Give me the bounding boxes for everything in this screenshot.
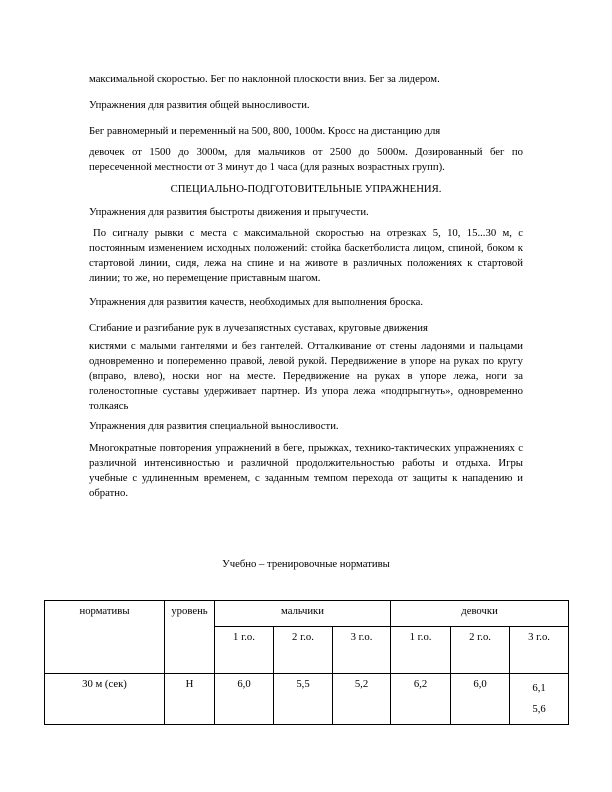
paragraph-repetitions: Многократные повторения упражнений в беге, прыжках, технико-тактических упражнениях с различной интенсивностью и различной продолжительностью работы и отдыха. Игры учебные с удлиненным временем, с заданным темпом перехода от защиты к нападению и обратно. [89,442,523,499]
paragraph-sprint-drills: По сигналу рывки с места с максимальной скоростью на отрезках 5, 10, 15...30 м, с постоянным изменением исходных положений: стойка баскетболиста лицом, спиной, боком к стартовой линии, сидя, лежа на спине и на животе в различных положениях к стартовой линии; то же, но перемещение приставным шагом. [89,227,523,284]
paragraph-cross-country: девочек от 1500 до 3000м, для мальчиков от 2500 до 5000м. Дозированный бег по пересеченной местности от 3 минут до 1 часа (для разных возрастных групп). [89,146,523,173]
paragraph-sprint-end: максимальной скоростью. Бег по наклонной плоскости вниз. Бег за лидером. [89,73,440,85]
section-heading: СПЕЦИАЛЬНО-ПОДГОТОВИТЕЛЬНЫЕ УПРАЖНЕНИЯ. [170,183,442,195]
cell-standard-name: 30 м (сек) [45,674,165,725]
header-boys-g3: 3 г.о. [333,627,391,674]
subheading-speed-jumping: Упражнения для развития быстроты движения и прыгучести. [89,206,369,218]
cell-boys-g1: 6,0 [215,674,274,725]
header-boys-g1: 1 г.о. [215,627,274,674]
header-girls-g3: 3 г.о. [510,627,569,674]
subheading-general-endurance: Упражнения для развития общей выносливости. [89,99,310,111]
cell-girls-g3-extra: 5,6 [532,703,546,715]
paragraph-run-distances: Бег равномерный и переменный на 500, 800, 1000м. Кросс на дистанцию для [89,125,441,137]
subheading-throw-qualities: Упражнения для развития качеств, необходимых для выполнения броска. [89,296,424,308]
cell-girls-g3 [510,674,569,725]
cell-girls-g1: 6,2 [391,674,451,725]
cell-boys-g2: 5,5 [274,674,333,725]
paragraph-wrist-exercises: Сгибание и разгибание рук в лучезапястных суставах, круговые движения [89,322,428,334]
table-header-row [45,601,569,627]
header-standards: нормативы [45,601,165,674]
paragraph-dumbbell-exercises: кистями с малыми гантелями и без гантелей. Отталкивание от стены ладонями и пальцами одновременно и попеременно правой, левой рукой. Передвижение в упоре на руках по кругу (вправо, влево), носки ног на месте. Передвижение на руках в упоре лежа, ноги за голеностопные суставы удерживает партнер. Из упора лежа «подпрыгнуть», одновременно толкаясь [89,340,523,412]
table-caption: Учебно – тренировочные нормативы [222,558,390,570]
header-girls: девочки [391,601,569,627]
header-girls-g2: 2 г.о. [451,627,510,674]
standards-table [44,600,569,725]
subheading-special-endurance: Упражнения для развития специальной выносливости. [89,420,339,432]
cell-boys-g3: 5,2 [333,674,391,725]
cell-level: Н [165,674,215,725]
header-level: уровень [165,601,215,674]
header-boys: мальчики [215,601,391,627]
table-row [45,674,569,725]
cell-girls-g3-value: 6,1 [532,682,546,694]
cell-girls-g2: 6,0 [451,674,510,725]
header-boys-g2: 2 г.о. [274,627,333,674]
header-girls-g1: 1 г.о. [391,627,451,674]
